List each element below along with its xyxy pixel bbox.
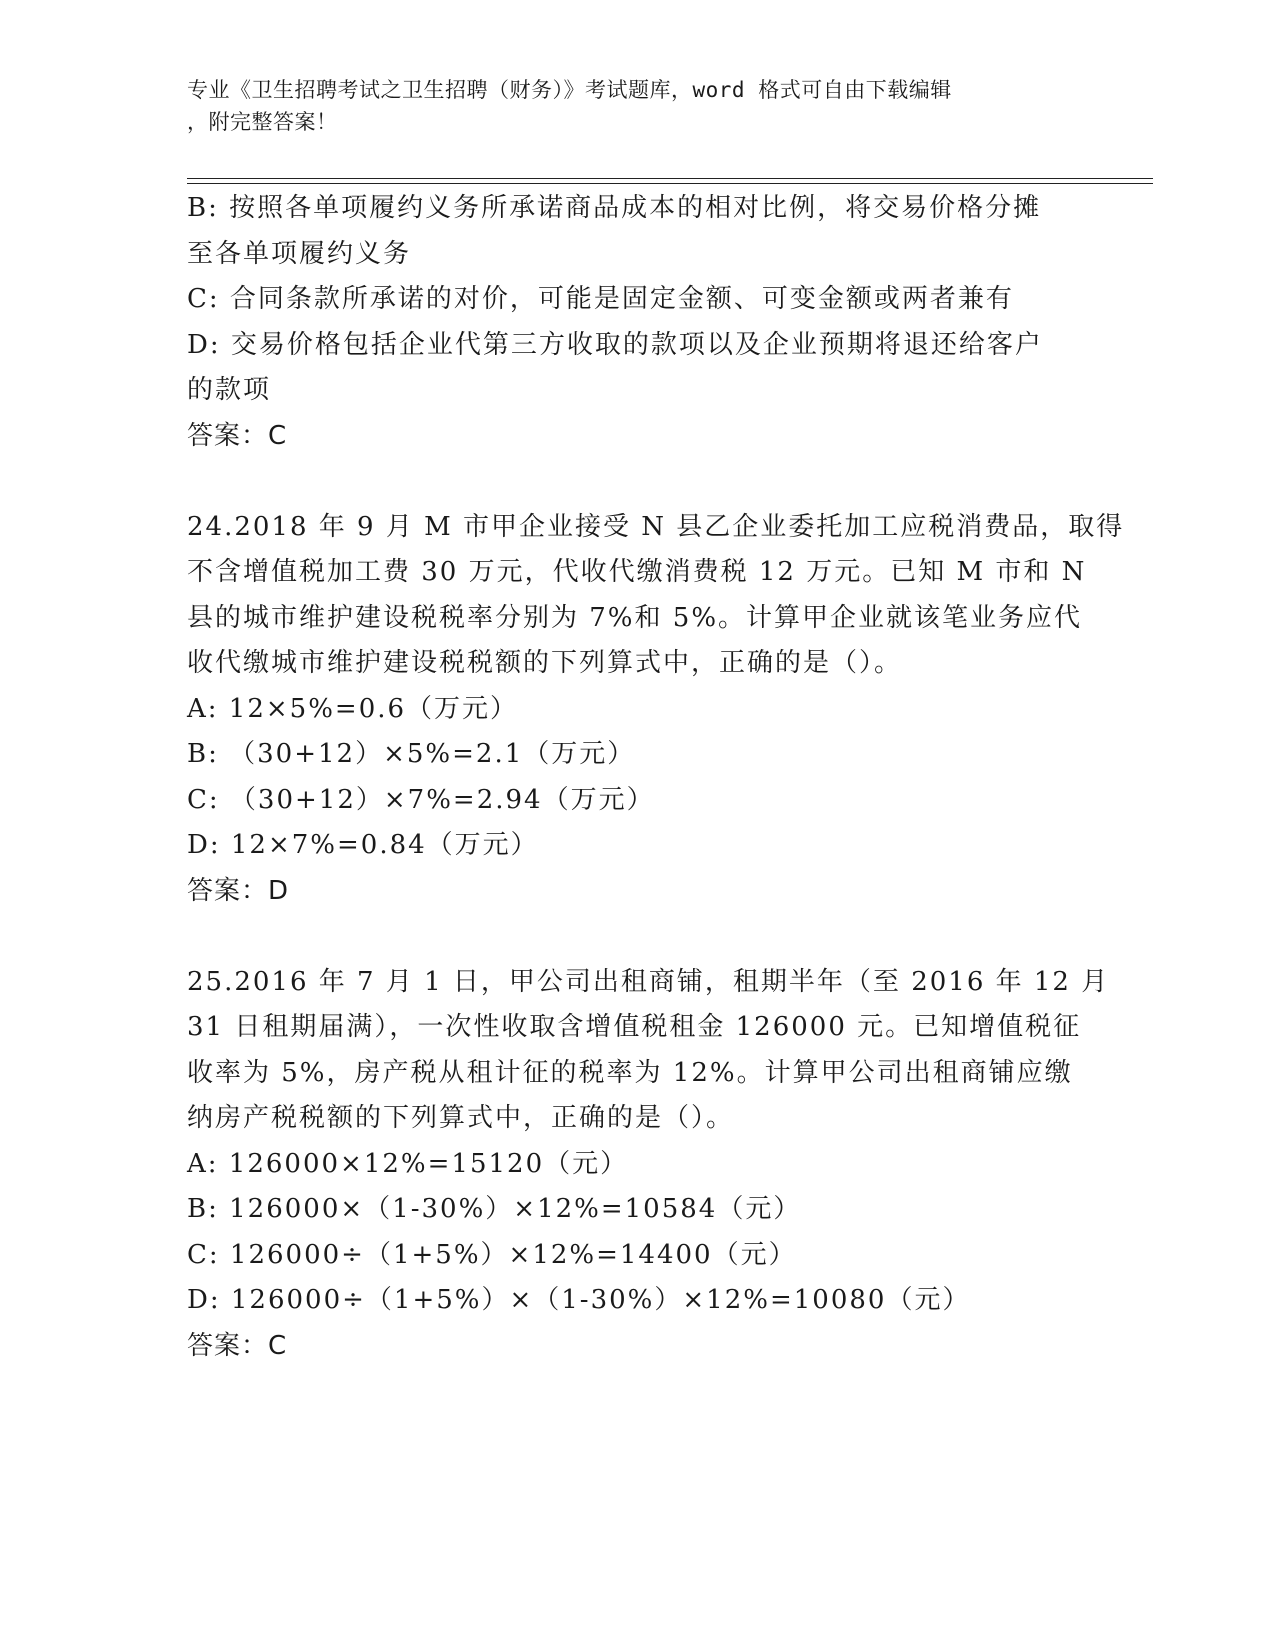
question-block bbox=[187, 505, 1125, 915]
spacer bbox=[187, 459, 1087, 505]
question-line: 不含增值税加工费 30 万元，代收代缴消费税 12 万元。已知 M 市和 N bbox=[187, 557, 1087, 587]
question-line: 24.2018 年 9 月 M 市甲企业接受 N 县乙企业委托加工应税消费品，取得 bbox=[187, 511, 1125, 542]
option-line: A: 126000×12%=15120（元） bbox=[187, 1148, 629, 1179]
option-line: B: （30+12）×5%=2.1（万元） bbox=[187, 739, 636, 769]
question-line: D: 交易价格包括企业代第三方收取的款项以及企业预期将退还给客户 bbox=[187, 329, 1043, 360]
option-line: C: （30+12）×7%=2.94（万元） bbox=[187, 784, 655, 815]
header-line: ，附完整答案！ bbox=[187, 110, 338, 134]
answer-line: 答案：D bbox=[187, 875, 290, 906]
answer-line: 答案：C bbox=[187, 420, 288, 451]
option-line: C: 126000÷（1+5%）×12%=14400（元） bbox=[187, 1239, 797, 1270]
question-block bbox=[187, 186, 1087, 459]
question-line: 收率为 5%，房产税从租计征的税率为 12%。计算甲公司出租商铺应缴 bbox=[187, 1057, 1073, 1088]
option-line: B: 126000×（1-30%）×12%=10584（元） bbox=[187, 1194, 802, 1224]
header-line: 专业《卫生招聘考试之卫生招聘（财务）》考试题库，word 格式可自由下载编辑 bbox=[187, 78, 952, 102]
question-line: 的款项 bbox=[187, 375, 272, 405]
option-line: A: 12×5%=0.6（万元） bbox=[187, 693, 519, 724]
spacer bbox=[187, 914, 1087, 960]
question-line: 至各单项履约义务 bbox=[187, 238, 412, 269]
header-divider bbox=[187, 178, 1153, 184]
question-line: B: 按照各单项履约义务所承诺商品成本的相对比例，将交易价格分摊 bbox=[187, 193, 1042, 223]
question-line: C: 合同条款所承诺的对价，可能是固定金额、可变金额或两者兼有 bbox=[187, 284, 1014, 314]
option-line: D: 12×7%=0.84（万元） bbox=[187, 830, 539, 860]
question-line: 收代缴城市维护建设税税额的下列算式中，正确的是（）。 bbox=[187, 648, 903, 678]
answer-line: 答案：C bbox=[187, 1330, 288, 1361]
question-line: 纳房产税税额的下列算式中，正确的是（）。 bbox=[187, 1103, 735, 1133]
document-body bbox=[187, 186, 1125, 1369]
question-line: 25.2016 年 7 月 1 日，甲公司出租商铺，租期半年（至 2016 年 12 月 bbox=[187, 966, 1110, 997]
option-line: D: 126000÷（1+5%）×（1-30%）×12%=10080（元） bbox=[187, 1285, 971, 1315]
question-line: 县的城市维护建设税税率分别为 7%和 5%。计算甲企业就该笔业务应代 bbox=[187, 602, 1083, 633]
document-header bbox=[187, 74, 1067, 138]
question-block bbox=[187, 960, 1110, 1370]
question-line: 31 日租期届满），一次性收取含增值税租金 126000 元。已知增值税征 bbox=[187, 1012, 1082, 1042]
